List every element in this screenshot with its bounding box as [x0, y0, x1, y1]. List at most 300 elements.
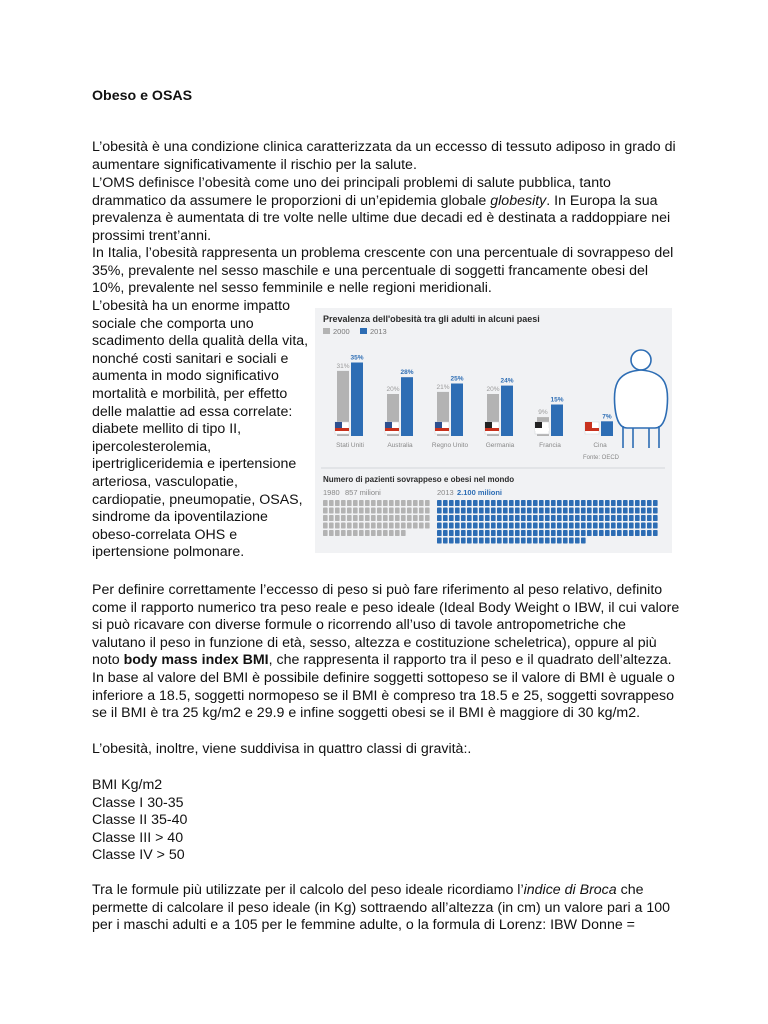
person-marker [527, 523, 532, 529]
person-marker [377, 523, 382, 529]
person-marker [533, 500, 538, 506]
flag-stripe-5 [585, 428, 599, 431]
person-marker [623, 530, 628, 536]
bar-label-2013-2: 25% [450, 375, 464, 383]
person-marker [383, 508, 388, 514]
person-marker [347, 500, 352, 506]
person-marker [467, 538, 472, 544]
person-marker [509, 508, 514, 514]
value-1980: 857 milioni [345, 488, 381, 497]
person-marker [491, 508, 496, 514]
person-marker [371, 530, 376, 536]
person-marker [479, 538, 484, 544]
bar-label-2000-3: 20% [486, 386, 500, 393]
person-marker [635, 508, 640, 514]
person-marker [341, 508, 346, 514]
person-marker [353, 500, 358, 506]
person-marker [611, 508, 616, 514]
italic-term: globesity [490, 192, 547, 209]
person-marker [533, 530, 538, 536]
person-marker [527, 500, 532, 506]
paragraph-impatto: L’obesità ha un enorme impatto sociale che comporta uno scadimento della qualità della vita, nonché costi sanitari e sociali e aumenta in modo significativo mortalità e morbilità, per effetto delle malattie ad essa correlate: diabete mellito di tipo II, ipercolesterolemia, ipertrigliceridemia e ipertensione arteriosa, vasculopatie, cardiopatie, pneumopatie, OSAS, sindrome da ipoventilazione obeso-correlata OHS e ipertensione polmonare. [92, 298, 309, 561]
person-marker [479, 515, 484, 521]
person-marker [653, 508, 658, 514]
person-marker [605, 500, 610, 506]
person-marker [371, 508, 376, 514]
person-marker [359, 500, 364, 506]
person-marker [413, 508, 418, 514]
person-marker [497, 508, 502, 514]
person-marker [545, 538, 550, 544]
person-marker [587, 530, 592, 536]
person-marker [491, 538, 496, 544]
bar-label-2000-0: 31% [336, 362, 350, 370]
person-marker [335, 530, 340, 536]
person-marker [575, 530, 580, 536]
person-marker [455, 508, 460, 514]
person-marker [503, 530, 508, 536]
year-1980: 1980 [323, 488, 340, 497]
person-marker [641, 530, 646, 536]
person-marker [473, 530, 478, 536]
person-marker [551, 523, 556, 529]
person-marker [359, 523, 364, 529]
person-marker [401, 500, 406, 506]
paragraph-italia: In Italia, l’obesità rappresenta un problema crescente con una percentuale di sovrappeso del 35%, prevalente nel sesso maschile e una percentuale di soggetti francamente obesi del 10%, prevalente nel sesso femminile e nelle regioni meridionali. [92, 245, 674, 297]
person-marker [461, 523, 466, 529]
person-marker [557, 538, 562, 544]
person-marker [617, 508, 622, 514]
person-marker [419, 515, 424, 521]
person-marker [341, 515, 346, 521]
person-marker [647, 500, 652, 506]
person-marker [635, 515, 640, 521]
person-marker [401, 530, 406, 536]
person-marker [347, 515, 352, 521]
person-marker [653, 523, 658, 529]
flag-detail-3 [485, 422, 492, 428]
person-marker [329, 530, 334, 536]
flag-detail-0 [335, 422, 342, 428]
person-marker [569, 538, 574, 544]
person-marker [641, 500, 646, 506]
person-marker [455, 515, 460, 521]
person-marker [575, 500, 580, 506]
person-marker [557, 523, 562, 529]
person-marker [533, 508, 538, 514]
person-marker [539, 508, 544, 514]
person-marker [425, 500, 430, 506]
patients-title: Numero di pazienti sovrappeso e obesi nel mondo [323, 475, 515, 484]
person-marker [605, 515, 610, 521]
person-marker [563, 538, 568, 544]
person-marker [485, 500, 490, 506]
person-marker [443, 530, 448, 536]
person-marker [593, 530, 598, 536]
person-marker [539, 523, 544, 529]
bar-2013-3 [501, 386, 513, 436]
category-label-3: Germania [485, 442, 515, 449]
person-marker [503, 500, 508, 506]
category-label-1: Australia [387, 442, 413, 449]
person-marker [599, 530, 604, 536]
person-marker [437, 508, 442, 514]
person-marker [521, 530, 526, 536]
person-marker [521, 538, 526, 544]
flag-stripe-1 [385, 428, 399, 431]
person-marker [353, 530, 358, 536]
person-marker [389, 515, 394, 521]
person-marker [497, 530, 502, 536]
flag-detail-5 [585, 422, 592, 428]
person-marker [443, 515, 448, 521]
person-marker [353, 508, 358, 514]
person-marker [443, 538, 448, 544]
person-marker [449, 523, 454, 529]
person-marker [467, 523, 472, 529]
bold-term: body mass index BMI [123, 652, 269, 669]
person-marker [407, 500, 412, 506]
person-marker [419, 523, 424, 529]
person-marker [545, 508, 550, 514]
person-marker [503, 523, 508, 529]
person-marker [545, 530, 550, 536]
person-marker [593, 515, 598, 521]
person-marker [587, 500, 592, 506]
paragraph-intro: L’obesità è una condizione clinica caratterizzata da un eccesso di tessuto adiposo in grado di aumentare significativamente il rischio per la salute. [92, 139, 676, 173]
person-marker [341, 500, 346, 506]
person-marker [479, 530, 484, 536]
person-marker [485, 538, 490, 544]
person-marker [347, 508, 352, 514]
person-marker [371, 500, 376, 506]
person-marker [389, 530, 394, 536]
person-marker [557, 508, 562, 514]
person-marker [407, 523, 412, 529]
person-marker [449, 515, 454, 521]
person-marker [623, 523, 628, 529]
bmi-class-list [92, 777, 187, 865]
person-marker [563, 515, 568, 521]
person-marker [377, 530, 382, 536]
bar-label-2000-2: 21% [436, 383, 450, 391]
page-title: Obeso e OSAS [92, 88, 193, 104]
person-marker [497, 515, 502, 521]
person-marker [461, 508, 466, 514]
person-marker [635, 523, 640, 529]
person-marker [581, 500, 586, 506]
person-marker [563, 500, 568, 506]
person-marker [575, 515, 580, 521]
bar-2013-2 [451, 384, 463, 437]
person-marker [551, 538, 556, 544]
person-marker [617, 515, 622, 521]
person-marker [437, 538, 442, 544]
person-marker [551, 515, 556, 521]
person-marker [449, 530, 454, 536]
person-marker [437, 523, 442, 529]
legend-swatch-2000 [323, 328, 330, 334]
person-marker [533, 515, 538, 521]
person-marker [647, 508, 652, 514]
person-marker [467, 508, 472, 514]
person-marker [443, 508, 448, 514]
person-marker [323, 508, 328, 514]
bmi-class-item: Classe II 35-40 [92, 812, 188, 829]
person-marker [551, 508, 556, 514]
person-marker [413, 500, 418, 506]
person-marker [329, 523, 334, 529]
person-marker [323, 500, 328, 506]
person-marker [581, 538, 586, 544]
person-marker [383, 530, 388, 536]
person-marker [569, 500, 574, 506]
text-span: Per definire correttamente l’eccesso di peso si può fare riferimento al peso relativo, definito come il rapporto numerico tra peso reale e peso ideale (Ideal Body Weight o IBW, il cui valore si può ricavare con diverse formule o ricorrendo all’uso di tavole antropometriche che valutano il peso in funzione di età, sesso, altezza e costituzione scheletrica), oppure al più noto [92, 582, 680, 669]
person-marker [515, 530, 520, 536]
person-marker [335, 508, 340, 514]
person-marker [569, 523, 574, 529]
person-marker [641, 515, 646, 521]
person-marker [473, 538, 478, 544]
category-label-5: Cina [593, 442, 607, 449]
person-marker [581, 508, 586, 514]
person-marker [605, 508, 610, 514]
person-marker [605, 530, 610, 536]
person-marker [641, 523, 646, 529]
person-marker [515, 523, 520, 529]
person-marker [371, 523, 376, 529]
person-marker [545, 500, 550, 506]
person-marker [425, 515, 430, 521]
person-marker [647, 523, 652, 529]
person-marker [539, 538, 544, 544]
person-marker [383, 500, 388, 506]
person-marker [395, 515, 400, 521]
person-marker [509, 500, 514, 506]
flag-stripe-2 [435, 428, 449, 431]
person-marker [581, 515, 586, 521]
person-marker [467, 530, 472, 536]
person-marker [497, 500, 502, 506]
person-marker [563, 508, 568, 514]
person-marker [545, 523, 550, 529]
person-marker [575, 508, 580, 514]
person-marker [635, 500, 640, 506]
person-marker [425, 523, 430, 529]
person-marker [377, 515, 382, 521]
flag-detail-1 [385, 422, 392, 428]
person-marker [617, 523, 622, 529]
bmi-class-item: BMI Kg/m2 [92, 777, 163, 793]
person-marker [443, 523, 448, 529]
bar-label-2013-1: 28% [400, 369, 414, 377]
bar-label-2013-5: 7% [602, 413, 612, 421]
person-marker [557, 500, 562, 506]
person-marker [365, 508, 370, 514]
person-marker [491, 530, 496, 536]
bmi-class-item: Classe I 30-35 [92, 794, 184, 811]
paragraph-broca [92, 882, 682, 935]
text-span: L’OMS definisce l’obesità come uno dei principali problemi di salute pubblica, tanto drammatico da assumere le proporzioni di un’epidemia globale [92, 175, 611, 209]
person-marker [569, 508, 574, 514]
person-marker [389, 508, 394, 514]
person-marker [467, 515, 472, 521]
person-marker [407, 508, 412, 514]
person-marker [539, 530, 544, 536]
paragraph-peso-relativo [92, 582, 682, 670]
person-marker [395, 500, 400, 506]
person-marker [329, 500, 334, 506]
person-marker [503, 538, 508, 544]
person-marker [503, 515, 508, 521]
person-marker [401, 508, 406, 514]
person-marker [449, 508, 454, 514]
person-marker [647, 515, 652, 521]
person-marker [365, 530, 370, 536]
italic-term: indice di Broca [523, 882, 617, 898]
paragraph-oms [92, 175, 682, 245]
person-marker [539, 500, 544, 506]
bar-label-2000-1: 20% [386, 386, 400, 393]
person-marker [599, 523, 604, 529]
person-marker [521, 508, 526, 514]
value-2013: 2.100 milioni [457, 488, 503, 497]
person-marker [335, 500, 340, 506]
person-marker [497, 538, 502, 544]
person-marker [581, 523, 586, 529]
person-marker [611, 500, 616, 506]
bar-2013-1 [401, 377, 413, 436]
person-marker [599, 500, 604, 506]
person-marker [455, 500, 460, 506]
person-marker [491, 500, 496, 506]
person-marker [581, 530, 586, 536]
person-marker [575, 538, 580, 544]
bmi-class-item: Classe III > 40 [92, 829, 184, 846]
person-marker [407, 515, 412, 521]
person-marker [593, 500, 598, 506]
person-marker [515, 508, 520, 514]
person-marker [437, 500, 442, 506]
person-marker [509, 515, 514, 521]
category-label-2: Regno Unito [431, 442, 469, 449]
person-marker [467, 500, 472, 506]
person-marker [413, 515, 418, 521]
person-marker [491, 523, 496, 529]
person-marker [527, 508, 532, 514]
person-marker [347, 530, 352, 536]
person-marker [593, 508, 598, 514]
bar-2013-4 [551, 405, 563, 437]
person-marker [557, 515, 562, 521]
person-marker [359, 530, 364, 536]
person-marker [647, 530, 652, 536]
person-marker [629, 515, 634, 521]
person-marker [353, 515, 358, 521]
person-marker [617, 500, 622, 506]
person-marker [479, 523, 484, 529]
person-marker [419, 508, 424, 514]
person-marker [629, 523, 634, 529]
paragraph-bmi: In base al valore del BMI è possibile definire soggetti sottopeso se il valore di BMI è uguale o inferiore a 18.5, soggetti normopeso se il BMI è compreso tra 18.5 e 25, soggetti sovrappeso se il BMI è tra 25 kg/m2 e 29.9 e infine soggetti obesi se il BMI è maggiore di 30 kg/m2. [92, 670, 675, 722]
person-marker [371, 515, 376, 521]
person-marker [653, 515, 658, 521]
person-marker [383, 515, 388, 521]
person-marker [461, 530, 466, 536]
person-marker [461, 515, 466, 521]
person-marker [515, 500, 520, 506]
person-marker [611, 515, 616, 521]
person-marker [341, 530, 346, 536]
person-marker [611, 530, 616, 536]
person-marker [449, 538, 454, 544]
person-marker [527, 538, 532, 544]
flag-stripe-3 [485, 428, 499, 431]
person-marker [623, 508, 628, 514]
person-marker [455, 530, 460, 536]
person-marker [365, 500, 370, 506]
person-marker [473, 523, 478, 529]
person-marker [377, 508, 382, 514]
person-marker [329, 515, 334, 521]
text-span: Tra le formule più utilizzate per il calcolo del peso ideale ricordiamo l’ [92, 882, 524, 898]
person-marker [545, 515, 550, 521]
person-marker [569, 515, 574, 521]
person-marker [401, 523, 406, 529]
person-marker [509, 538, 514, 544]
person-marker [437, 530, 442, 536]
legend-swatch-2013 [360, 328, 367, 334]
person-marker [461, 500, 466, 506]
person-marker [641, 508, 646, 514]
obesity-infographic [315, 308, 672, 553]
text-span: . In Europa la sua prevalenza è aumentata di tre volte nelle ultime due decadi ed è destinata a raddoppiare nei prossimi trent’anni. [92, 192, 671, 244]
person-marker [605, 523, 610, 529]
person-marker [443, 500, 448, 506]
person-marker [335, 523, 340, 529]
flag-detail-4 [535, 422, 542, 428]
person-marker [323, 515, 328, 521]
bar-2013-5 [601, 421, 613, 436]
chart-title: Prevalenza dell'obesità tra gli adulti in alcuni paesi [323, 314, 540, 324]
person-marker [473, 508, 478, 514]
legend-label-2013: 2013 [370, 327, 387, 336]
person-marker [629, 500, 634, 506]
person-marker [551, 500, 556, 506]
person-marker [485, 530, 490, 536]
person-marker [479, 508, 484, 514]
paragraph-classi: L’obesità, inoltre, viene suddivisa in quattro classi di gravità:. [92, 741, 472, 757]
person-marker [509, 530, 514, 536]
person-marker [611, 523, 616, 529]
bar-label-2013-3: 24% [500, 377, 514, 385]
person-marker [335, 515, 340, 521]
person-marker [593, 523, 598, 529]
legend-label-2000: 2000 [333, 327, 350, 336]
person-marker [485, 515, 490, 521]
source-label: Fonte: OECD [583, 455, 620, 461]
person-marker [395, 508, 400, 514]
person-marker [521, 515, 526, 521]
person-marker [389, 523, 394, 529]
bmi-class-item: Classe IV > 50 [92, 847, 185, 864]
person-marker [455, 538, 460, 544]
person-marker [479, 500, 484, 506]
infographic-svg [315, 308, 672, 553]
person-marker [623, 500, 628, 506]
category-label-0: Stati Uniti [336, 442, 364, 449]
person-marker [533, 523, 538, 529]
